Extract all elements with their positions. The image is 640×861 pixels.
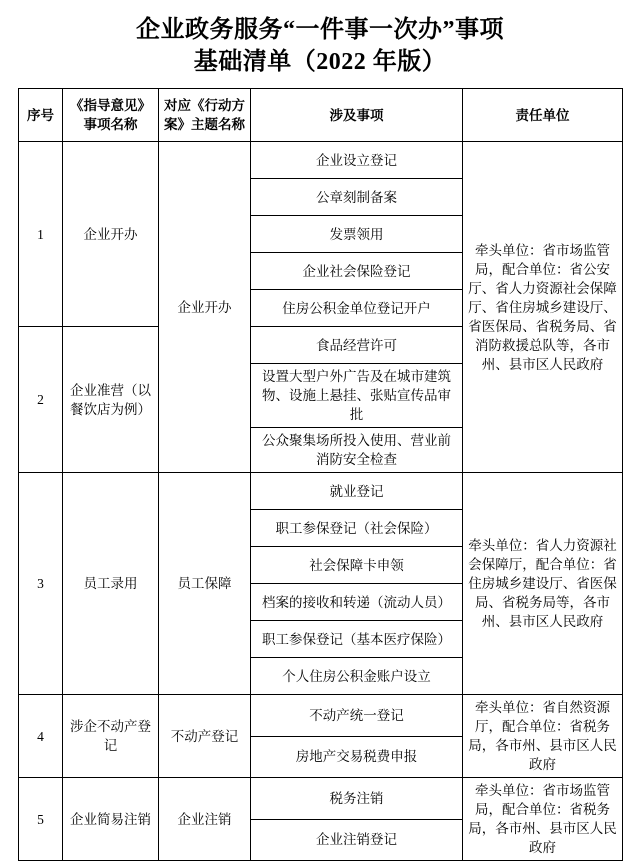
matter-item: 企业设立登记 [251, 142, 463, 179]
row-theme: 企业注销 [159, 778, 251, 861]
column-header-no: 序号 [19, 89, 63, 142]
page-title-line-1: 企业政务服务“一件事一次办”事项 [136, 17, 504, 43]
matter-item: 职工参保登记（社会保险） [251, 510, 463, 547]
column-header-name-line-2: 事项名称 [83, 117, 138, 132]
matter-item: 就业登记 [251, 473, 463, 510]
row-name: 企业简易注销 [63, 778, 159, 861]
matters-table [18, 88, 623, 861]
row-unit: 牵头单位：省人力资源社会保障厅，配合单位：省住房城乡建设厅、省医保局、省税务局等，各市州、县市区人民政府 [463, 473, 623, 695]
column-header-name-line-1: 《指导意见》 [70, 98, 151, 113]
page-title [18, 14, 622, 78]
column-header-theme [159, 89, 251, 142]
matter-item: 设置大型户外广告及在城市建筑物、设施上悬挂、张贴宣传品审批 [251, 364, 463, 428]
row-name: 涉企不动产登记 [63, 695, 159, 778]
row-no: 1 [19, 142, 63, 327]
matter-item: 住房公积金单位登记开户 [251, 290, 463, 327]
matter-item: 发票领用 [251, 216, 463, 253]
table-header-row [19, 89, 623, 142]
column-header-matters: 涉及事项 [251, 89, 463, 142]
matter-item: 职工参保登记（基本医疗保险） [251, 621, 463, 658]
table-row [19, 473, 623, 510]
matter-item: 税务注销 [251, 778, 463, 820]
matter-item: 档案的接收和转递（流动人员） [251, 584, 463, 621]
matter-item: 企业社会保险登记 [251, 253, 463, 290]
row-no: 2 [19, 327, 63, 473]
table-row [19, 695, 623, 737]
matter-item: 不动产统一登记 [251, 695, 463, 737]
matter-item: 食品经营许可 [251, 327, 463, 364]
table-header [19, 89, 623, 142]
matter-item: 社会保障卡申领 [251, 547, 463, 584]
column-header-theme-line-2: 案》主题名称 [164, 117, 245, 132]
row-no: 5 [19, 778, 63, 861]
row-theme: 企业开办 [159, 142, 251, 473]
column-header-name [63, 89, 159, 142]
row-name: 企业准营（以餐饮店为例） [63, 327, 159, 473]
row-theme: 员工保障 [159, 473, 251, 695]
column-header-unit: 责任单位 [463, 89, 623, 142]
row-unit: 牵头单位：省市场监管局，配合单位：省公安厅、省人力资源社会保障厅、省住房城乡建设厅、省医保局、省税务局、省消防救援总队等，各市州、县市区人民政府 [463, 142, 623, 473]
column-header-theme-line-1: 对应《行动方 [164, 98, 245, 113]
row-unit: 牵头单位：省自然资源厅，配合单位：省税务局，各市州、县市区人民政府 [463, 695, 623, 778]
row-name: 员工录用 [63, 473, 159, 695]
matter-item: 房地产交易税费申报 [251, 736, 463, 778]
row-no: 4 [19, 695, 63, 778]
matter-item: 公众聚集场所投入使用、营业前消防安全检查 [251, 428, 463, 473]
page-title-line-2: 基础清单（2022 年版） [193, 49, 447, 75]
row-name: 企业开办 [63, 142, 159, 327]
table-row [19, 778, 623, 820]
matter-item: 公章刻制备案 [251, 179, 463, 216]
matter-item: 企业注销登记 [251, 819, 463, 861]
table-body [19, 142, 623, 861]
row-no: 3 [19, 473, 63, 695]
table-row [19, 142, 623, 179]
row-theme: 不动产登记 [159, 695, 251, 778]
row-unit: 牵头单位：省市场监管局，配合单位：省税务局，各市州、县市区人民政府 [463, 778, 623, 861]
matter-item: 个人住房公积金账户设立 [251, 658, 463, 695]
